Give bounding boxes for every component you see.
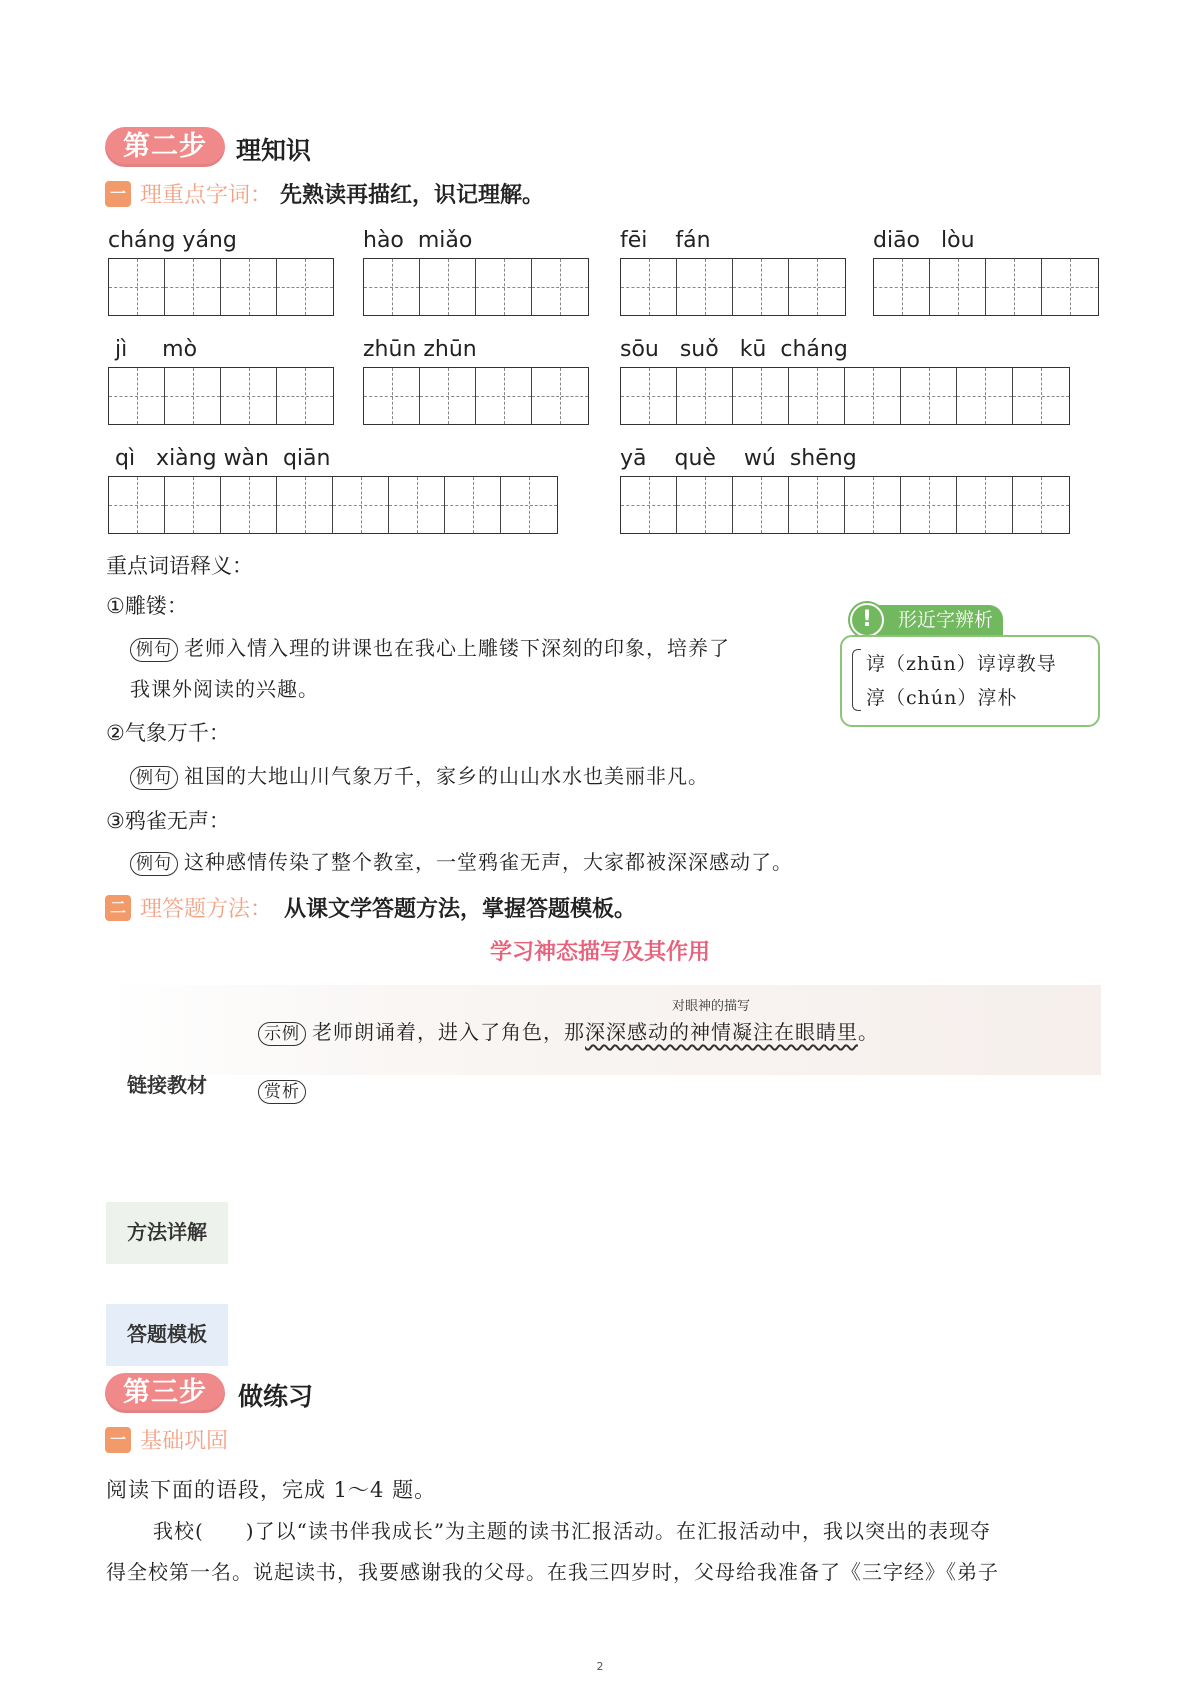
writing-cell[interactable]: [389, 477, 445, 533]
pinyin-group: [363, 337, 589, 425]
writing-cell[interactable]: [221, 368, 277, 424]
pinyin-text: sōu suǒ kū cháng: [620, 337, 848, 362]
section-number: 一: [105, 1427, 131, 1453]
exercise-paragraph-line: 得全校第一名。说起读书，我要感谢我的父母。在我三四岁时，父母给我准备了《三字经》《弟子: [106, 1560, 999, 1584]
writing-cell[interactable]: [874, 259, 930, 315]
writing-cell[interactable]: [621, 477, 677, 533]
page-number: 2: [596, 1660, 604, 1673]
writing-grid[interactable]: [108, 476, 558, 534]
writing-cell[interactable]: [1042, 259, 1098, 315]
pinyin-group: [108, 446, 558, 534]
pinyin-group: [620, 446, 1070, 534]
writing-cell[interactable]: [901, 477, 957, 533]
writing-cell[interactable]: [221, 259, 277, 315]
exercise-instruction: 阅读下面的语段，完成 1～4 题。: [106, 1478, 437, 1502]
writing-cell[interactable]: [733, 477, 789, 533]
method-title: 学习神态描写及其作用: [489, 940, 710, 965]
writing-cell[interactable]: [165, 259, 221, 315]
link-textbook-label: 链接教材: [127, 1073, 207, 1097]
step-badge: 第三步: [105, 1373, 225, 1413]
writing-cell[interactable]: [901, 368, 957, 424]
pinyin-text: zhūn zhūn: [363, 337, 477, 362]
pinyin-group: [108, 228, 334, 316]
step-title: 做练习: [238, 1382, 314, 1411]
pinyin-text: yā què wú shēng: [620, 446, 857, 471]
pinyin-group: [620, 337, 1070, 425]
example-tag: 例句: [130, 766, 178, 790]
word-label: ①雕镂：: [106, 594, 188, 618]
writing-cell[interactable]: [501, 477, 557, 533]
pinyin-text: cháng yáng: [108, 228, 237, 253]
section-description: 从课文学答题方法，掌握答题模板。: [284, 897, 637, 922]
writing-cell[interactable]: [476, 259, 532, 315]
writing-cell[interactable]: [364, 259, 420, 315]
pinyin-group: [108, 337, 334, 425]
pinyin-group: [363, 228, 589, 316]
writing-cell[interactable]: [109, 368, 165, 424]
writing-cell[interactable]: [333, 477, 389, 533]
writing-cell[interactable]: [476, 368, 532, 424]
writing-cell[interactable]: [109, 477, 165, 533]
section-number: 二: [105, 895, 131, 921]
section-label: 理重点字词：: [140, 183, 273, 208]
writing-grid[interactable]: [363, 258, 589, 316]
similar-characters-tip: [840, 605, 1102, 725]
writing-cell[interactable]: [277, 259, 333, 315]
writing-cell[interactable]: [221, 477, 277, 533]
writing-cell[interactable]: [733, 259, 789, 315]
example-sentence: 例句 这种感情传染了整个教室，一堂鸦雀无声，大家都被深深感动了。: [130, 846, 793, 876]
pinyin-text: jì mò: [108, 337, 198, 362]
writing-cell[interactable]: [532, 368, 588, 424]
tip-title: 形近字辨析: [868, 605, 1003, 635]
section-label: 基础巩固: [140, 1429, 229, 1454]
writing-cell[interactable]: [789, 259, 845, 315]
writing-cell[interactable]: [733, 368, 789, 424]
example-tag: 例句: [130, 852, 178, 876]
example-sentence: 例句 老师入情入理的讲课也在我心上雕镂下深刻的印象，培养了: [130, 632, 830, 662]
exclamation-icon: !: [850, 603, 884, 637]
writing-cell[interactable]: [165, 477, 221, 533]
word-label: ②气象万千：: [106, 721, 230, 745]
analysis: [258, 1078, 312, 1104]
writing-cell[interactable]: [789, 477, 845, 533]
writing-cell[interactable]: [532, 259, 588, 315]
meaning-heading: 重点词语释义：: [106, 554, 253, 578]
pinyin-text: hào miǎo: [363, 228, 473, 253]
writing-cell[interactable]: [445, 477, 501, 533]
writing-cell[interactable]: [165, 368, 221, 424]
example-tag: 示例: [258, 1022, 306, 1046]
pinyin-group: [620, 228, 846, 316]
writing-cell[interactable]: [930, 259, 986, 315]
writing-cell[interactable]: [957, 368, 1013, 424]
writing-grid[interactable]: [620, 258, 846, 316]
example-sentence-continued: 我课外阅读的兴趣。: [130, 677, 319, 701]
section-number: 一: [105, 181, 131, 207]
tip-line: 谆（zhūn）谆谆教导: [866, 653, 1057, 675]
step-badge: 第二步: [105, 127, 225, 167]
writing-cell[interactable]: [621, 368, 677, 424]
example-sentence: 例句 祖国的大地山川气象万千，家乡的山山水水也美丽非凡。: [130, 760, 709, 790]
example-tag: 例句: [130, 638, 178, 662]
section-description: 先熟读再描红，识记理解。: [280, 183, 545, 208]
writing-cell[interactable]: [789, 368, 845, 424]
writing-cell[interactable]: [677, 259, 733, 315]
pinyin-text: diāo lòu: [873, 228, 975, 253]
pinyin-text: fēi fán: [620, 228, 711, 253]
step-title: 理知识: [236, 136, 312, 165]
writing-grid[interactable]: [108, 367, 334, 425]
answer-template-label: 答题模板: [106, 1304, 228, 1366]
pinyin-group: [873, 228, 1099, 316]
writing-cell[interactable]: [277, 368, 333, 424]
method-detail-label: 方法详解: [106, 1202, 228, 1264]
writing-grid[interactable]: [363, 367, 589, 425]
writing-cell[interactable]: [845, 477, 901, 533]
writing-cell[interactable]: [677, 477, 733, 533]
example-text: 示例 老师朗诵着，进入了角色，那深深感动的神情凝注在眼睛里。: [258, 1016, 879, 1046]
highlighted-phrase: 深深感动的神情凝注在眼睛里: [585, 1020, 858, 1044]
writing-cell[interactable]: [1013, 477, 1069, 533]
exercise-paragraph-line: 我校( )了以“读书伴我成长”为主题的读书汇报活动。在汇报活动中，我以突出的表现夺: [153, 1519, 992, 1543]
pinyin-text: qì xiàng wàn qiān: [108, 446, 331, 471]
writing-cell[interactable]: [621, 259, 677, 315]
tip-line: 淳（chún）淳朴: [866, 687, 1018, 709]
writing-cell[interactable]: [109, 259, 165, 315]
brace: [852, 649, 861, 711]
writing-cell[interactable]: [677, 368, 733, 424]
writing-grid[interactable]: [873, 258, 1099, 316]
word-label: ③鸦雀无声：: [106, 809, 230, 833]
analysis-tag: 赏析: [258, 1080, 306, 1104]
writing-cell[interactable]: [957, 477, 1013, 533]
writing-cell[interactable]: [986, 259, 1042, 315]
writing-cell[interactable]: [845, 368, 901, 424]
writing-grid[interactable]: [108, 258, 334, 316]
writing-cell[interactable]: [277, 477, 333, 533]
annotation: 对眼神的描写: [672, 999, 751, 1014]
writing-grid[interactable]: [620, 367, 1070, 425]
writing-cell[interactable]: [1013, 368, 1069, 424]
writing-cell[interactable]: [364, 368, 420, 424]
writing-cell[interactable]: [420, 259, 476, 315]
writing-cell[interactable]: [420, 368, 476, 424]
writing-grid[interactable]: [620, 476, 1070, 534]
section-label: 理答题方法：: [140, 897, 273, 922]
